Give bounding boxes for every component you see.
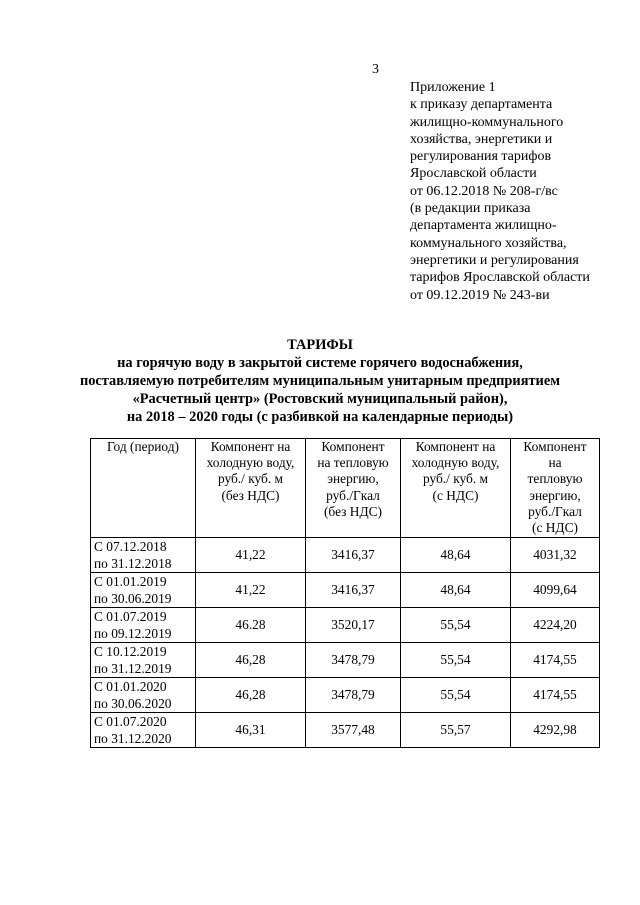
value-cell: 3478,79 [306, 678, 401, 713]
value-cell: 3478,79 [306, 643, 401, 678]
appendix-line: от 09.12.2019 № 243-ви [410, 287, 550, 303]
page-number: 3 [372, 62, 379, 77]
header-heat-no-vat: Компонент на тепловую энергию, руб./Гкал (без НДС) [306, 439, 401, 538]
period-cell: С 07.12.2018 по 31.12.2018 [91, 538, 196, 573]
appendix-line: жилищно-коммунального [410, 114, 564, 130]
table-row [91, 713, 600, 748]
table-row [91, 678, 600, 713]
period-cell: С 01.01.2019 по 30.06.2019 [91, 573, 196, 608]
value-cell: 48,64 [401, 538, 511, 573]
value-cell: 46,28 [196, 678, 306, 713]
value-cell: 55,54 [401, 643, 511, 678]
title-line: на 2018 – 2020 годы (с разбивкой на календарные периоды) [126, 409, 514, 425]
value-cell: 41,22 [196, 538, 306, 573]
value-cell: 3577,48 [306, 713, 401, 748]
table-header-row [91, 439, 600, 538]
period-cell: С 01.07.2020 по 31.12.2020 [91, 713, 196, 748]
period-cell: С 01.01.2020 по 30.06.2020 [91, 678, 196, 713]
value-cell: 3416,37 [306, 573, 401, 608]
appendix-line: Ярославской области [410, 166, 537, 182]
header-cold-water-no-vat: Компонент на холодную воду, руб./ куб. м (без НДС) [196, 439, 306, 538]
appendix-line: (в редакции приказа [410, 201, 531, 217]
header-period: Год (период) [91, 439, 196, 538]
document-title [20, 336, 620, 426]
appendix-line: от 06.12.2018 № 208-г/вс [410, 183, 558, 199]
value-cell: 46,28 [196, 643, 306, 678]
title-line: поставляемую потребителям муниципальным унитарным предприятием [79, 373, 561, 389]
table-row [91, 573, 600, 608]
value-cell: 41,22 [196, 573, 306, 608]
value-cell: 55,57 [401, 713, 511, 748]
header-cold-water-vat: Компонент на холодную воду, руб./ куб. м (с НДС) [401, 439, 511, 538]
value-cell: 3520,17 [306, 608, 401, 643]
appendix-line: коммунального хозяйства, [410, 235, 567, 251]
value-cell: 3416,37 [306, 538, 401, 573]
appendix-note [410, 79, 632, 304]
period-cell: С 10.12.2019 по 31.12.2019 [91, 643, 196, 678]
appendix-line: к приказу департамента [410, 97, 553, 113]
period-cell: С 01.07.2019 по 09.12.2019 [91, 608, 196, 643]
table-row [91, 538, 600, 573]
header-heat-vat: Компонент на тепловую энергию, руб./Гкал (с НДС) [511, 439, 600, 538]
value-cell: 55,54 [401, 608, 511, 643]
appendix-line: Приложение 1 [410, 80, 496, 95]
table-row [91, 643, 600, 678]
tariffs-table [90, 438, 600, 748]
value-cell: 48,64 [401, 573, 511, 608]
value-cell: 55,54 [401, 678, 511, 713]
value-cell: 4099,64 [511, 573, 600, 608]
appendix-line: регулирования тарифов [410, 149, 552, 165]
value-cell: 4174,55 [511, 643, 600, 678]
appendix-line: энергетики и регулирования [410, 252, 579, 268]
appendix-line: департамента жилищно- [410, 218, 557, 234]
value-cell: 4224,20 [511, 608, 600, 643]
title-line: на горячую воду в закрытой системе горячего водоснабжения, [117, 355, 523, 371]
appendix-line: хозяйства, энергетики и [410, 131, 553, 147]
value-cell: 4174,55 [511, 678, 600, 713]
value-cell: 46.28 [196, 608, 306, 643]
value-cell: 4031,32 [511, 538, 600, 573]
table-row [91, 608, 600, 643]
title-line: «Расчетный центр» (Ростовский муниципальный район), [132, 391, 508, 407]
appendix-line: тарифов Ярославской области [410, 270, 590, 286]
value-cell: 46,31 [196, 713, 306, 748]
value-cell: 4292,98 [511, 713, 600, 748]
title-line: ТАРИФЫ [287, 337, 353, 353]
